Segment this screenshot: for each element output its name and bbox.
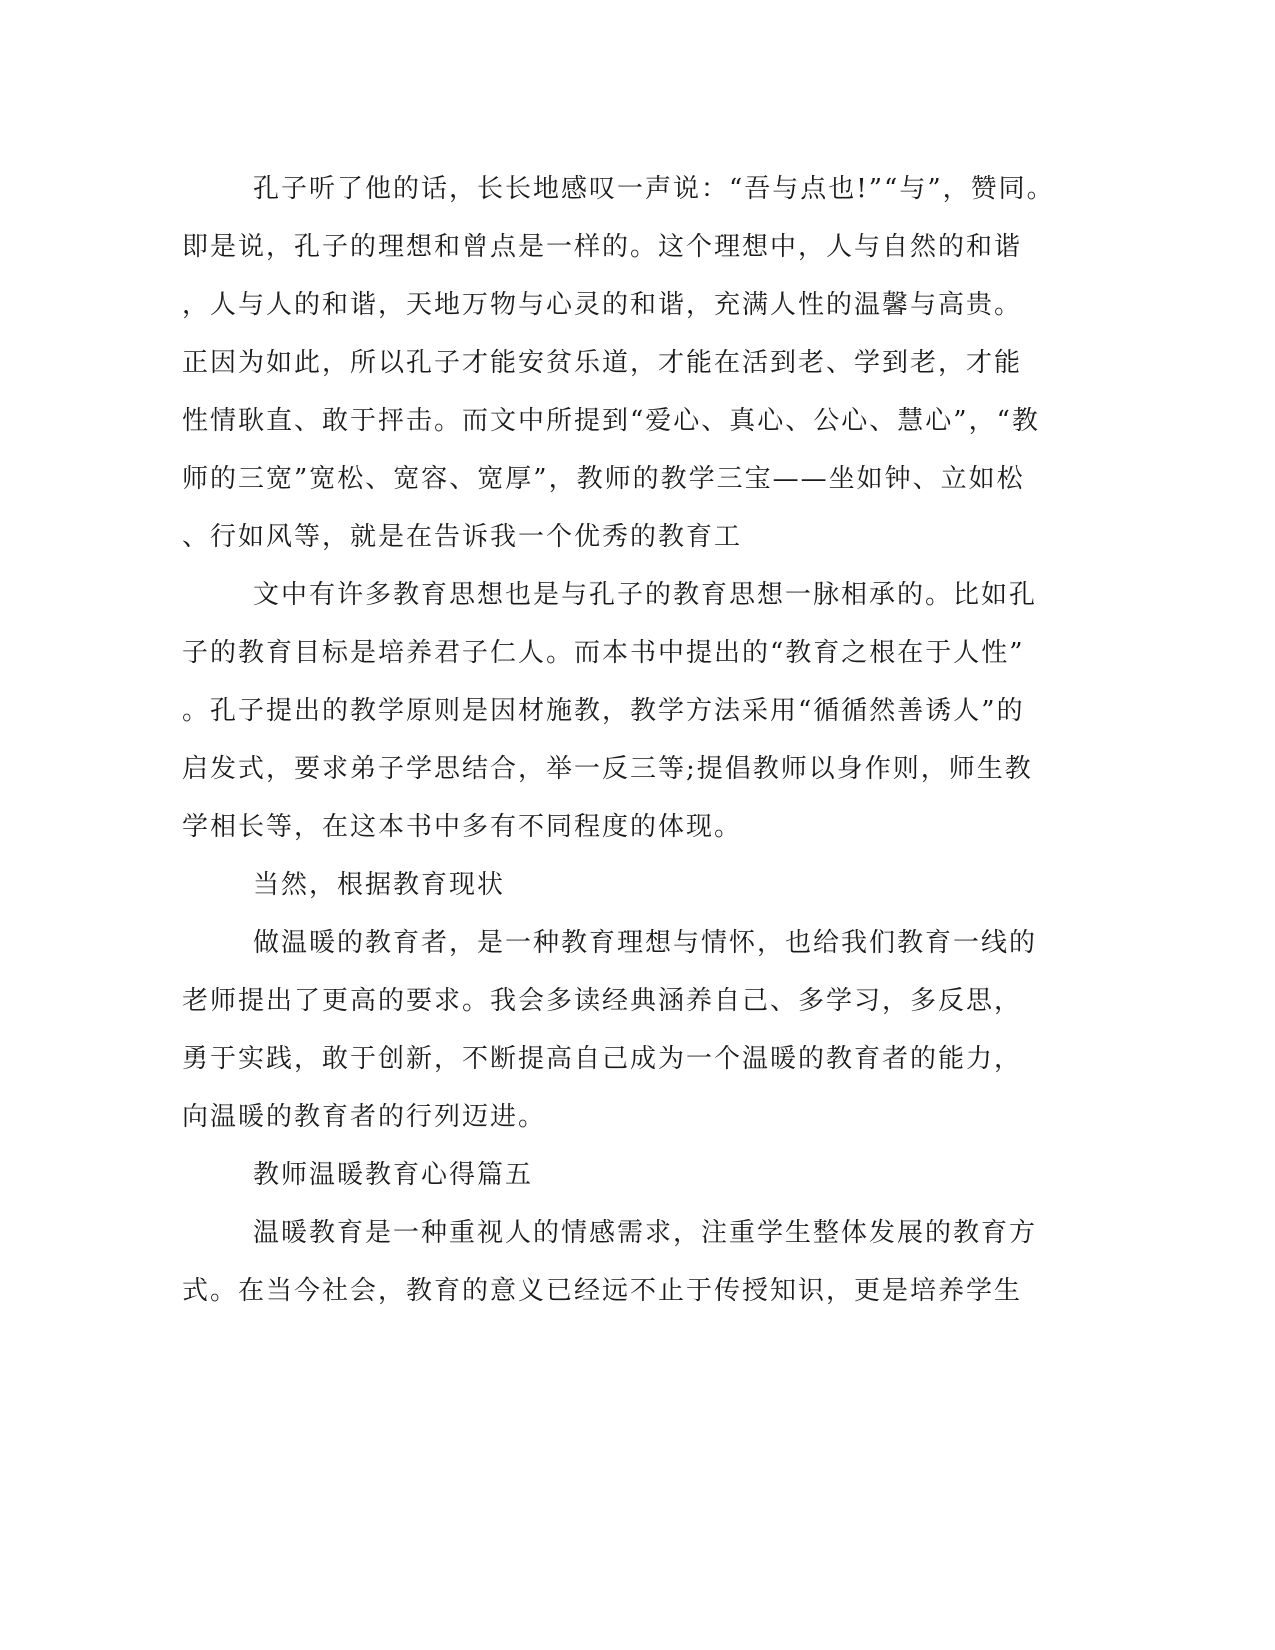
paragraph-line: 老师提出了更高的要求。我会多读经典涵养自己、多学习，多反思，	[182, 986, 1023, 1016]
paragraph-line: 师的三宽”宽松、宽容、宽厚”，教师的教学三宝——坐如钟、立如松	[182, 464, 1025, 494]
paragraph-line: 做温暖的教育者，是一种教育理想与情怀，也给我们教育一线的	[253, 928, 1038, 958]
paragraph-line: 式。在当今社会，教育的意义已经远不止于传授知识，更是培养学生	[182, 1276, 1023, 1306]
paragraph-line: 即是说，孔子的理想和曾点是一样的。这个理想中，人与自然的和谐	[182, 232, 1023, 262]
paragraph-line: 向温暖的教育者的行列迈进。	[182, 1102, 547, 1132]
paragraph-line: 。孔子提出的教学原则是因材施教，教学方法采用“循循然善诱人”的	[182, 696, 1025, 726]
paragraph-line: 学相长等，在这本书中多有不同程度的体现。	[182, 812, 743, 842]
document-body	[182, 160, 1055, 1320]
paragraph-line: ，人与人的和谐，天地万物与心灵的和谐，充满人性的温馨与高贵。	[182, 290, 1023, 320]
paragraph-line: 性情耿直、敢于抨击。而文中所提到“爱心、真心、公心、慧心”，“教	[182, 406, 1040, 436]
paragraph-line: 、行如风等，就是在告诉我一个优秀的教育工	[182, 522, 743, 552]
paragraph-line: 当然，根据教育现状	[253, 870, 506, 900]
paragraph-line: 温暖教育是一种重视人的情感需求，注重学生整体发展的教育方	[253, 1218, 1038, 1248]
paragraph-line: 孔子听了他的话，长长地感叹一声说：“吾与点也!”“与”，赞同。	[253, 174, 1055, 204]
paragraph-line: 子的教育目标是培养君子仁人。而本书中提出的“教育之根在于人性”	[182, 638, 1025, 668]
paragraph-line: 文中有许多教育思想也是与孔子的教育思想一脉相承的。比如孔	[253, 580, 1038, 610]
paragraph-line: 启发式，要求弟子学思结合，举一反三等;提倡教师以身作则，师生教	[182, 754, 1033, 784]
section-heading: 教师温暖教育心得篇五	[253, 1160, 534, 1190]
paragraph-line: 勇于实践，敢于创新，不断提高自己成为一个温暖的教育者的能力，	[182, 1044, 1023, 1074]
paragraph-line: 正因为如此，所以孔子才能安贫乐道，才能在活到老、学到老，才能	[182, 348, 1023, 378]
